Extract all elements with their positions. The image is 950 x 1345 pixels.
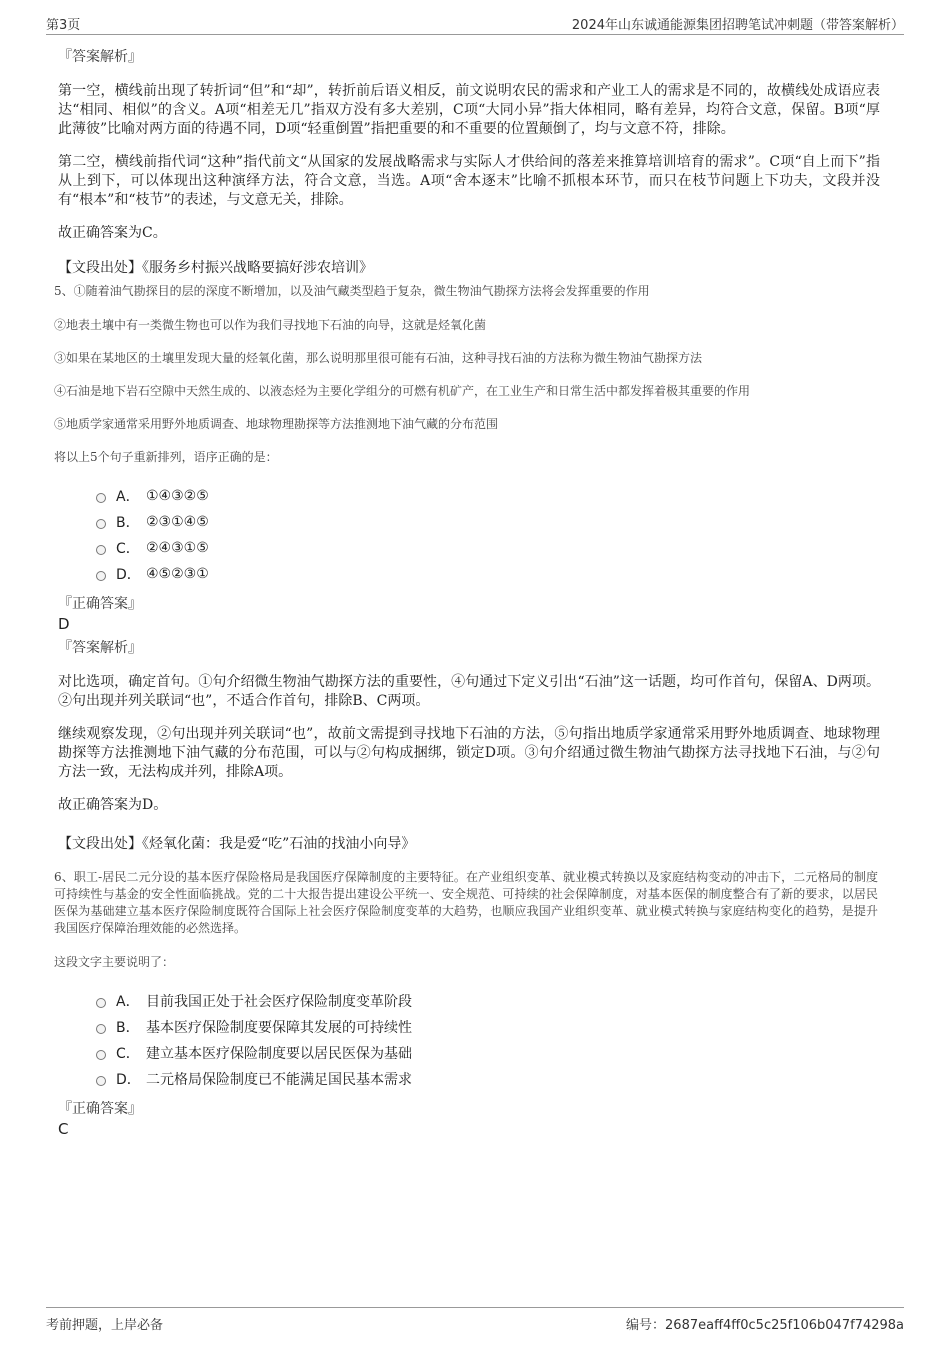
radio-button[interactable] — [96, 1050, 106, 1060]
question-5-options — [96, 483, 950, 587]
question-5-sentence: ④石油是地下岩石空隙中天然生成的、以液态烃为主要化学组分的可燃有机矿产，在工业生产和日常生活中都发挥着极其重要的作用 — [54, 384, 751, 398]
radio-button[interactable] — [96, 545, 106, 555]
option-c[interactable]: C． ②④③①⑤ — [96, 535, 950, 561]
analysis-conclusion: 故正确答案为D。 — [58, 797, 168, 813]
document-title: 2024年山东诚通能源集团招聘笔试冲刺题（带答案解析） — [571, 18, 904, 33]
correct-answer-label: 『正确答案』 — [58, 1101, 142, 1117]
radio-button[interactable] — [96, 1076, 106, 1086]
analysis-label: 『答案解析』 — [58, 49, 142, 65]
page-number: 第3页 — [46, 18, 81, 33]
correct-answer-value: C — [58, 1120, 69, 1138]
question-6-stem: 6、职工-居民二元分设的基本医疗保险格局是我国医疗保障制度的主要特征。在产业组织变革、就业模式转换以及家庭结构变动的冲击下，二元格局的制度可持续性与基金的安全性面临挑战。党的二十大报告提出建设公平统一、安全规范、可持续的社会保障制度，对基本医保的制度整合有了新的要求，以居民医保为基础建立基本医疗保险制度既符合国际上社会医疗保险制度变革的大趋势，也顺应我国产业组织变革、就业模式转换与家庭结构变化的趋势，是提升我国医疗保障治理效能的必然选择。 — [54, 870, 878, 935]
option-d[interactable]: D． 二元格局保险制度已不能满足国民基本需求 — [96, 1066, 950, 1092]
option-b[interactable]: B． ②③①④⑤ — [96, 509, 950, 535]
analysis-paragraph: 继续观察发现，②句出现并列关联词“也”，故前文需提到寻找地下石油的方法，⑤句指出地质学家通常采用野外地质调查、地球物理勘探等方法推测地下油气藏的分布范围，可以与②句构成捆绑，锁定D项。③句介绍通过微生物油气勘探方法寻找地下石油，与②句方法一致，无法构成并列，排除A项。 — [58, 726, 880, 780]
footer-slogan: 考前押题，上岸必备 — [46, 1318, 164, 1333]
analysis-paragraph: 对比选项，确定首句。①句介绍微生物油气勘探方法的重要性，④句通过下定义引出“石油”这一话题，均可作首句，保留A、D两项。②句出现并列关联词“也”，不适合作首句，排除B、C两项。 — [58, 674, 880, 709]
page-content — [0, 40, 950, 1138]
option-c[interactable]: C． 建立基本医疗保险制度要以居民医保为基础 — [96, 1040, 950, 1066]
question-5-sentence: ②地表土壤中有一类微生物也可以作为我们寻找地下石油的向导，这就是烃氧化菌 — [54, 318, 487, 332]
radio-button[interactable] — [96, 519, 106, 529]
page-header — [46, 14, 904, 35]
analysis-paragraph: 第一空，横线前出现了转折词“但”和“却”，转折前后语义相反，前文说明农民的需求和产业工人的需求是不同的，故横线处成语应表达“相同、相似”的含义。A项“相差无几”指双方没有多大差别，C项“大同小异”指大体相同，略有差异，均符合文意，保留。B项“厚此薄彼”比喻对两方面的待遇不同，D项“轻重倒置”指把重要的和不重要的位置颠倒了，均与文意不符，排除。 — [58, 83, 880, 137]
radio-button[interactable] — [96, 571, 106, 581]
correct-answer-value: D — [58, 615, 70, 633]
analysis-label: 『答案解析』 — [58, 640, 142, 656]
analysis-conclusion: 故正确答案为C。 — [58, 225, 167, 241]
option-d[interactable]: D． ④⑤②③① — [96, 561, 950, 587]
question-5-stem: 5、①随着油气勘探目的层的深度不断增加，以及油气藏类型趋于复杂，微生物油气勘探方法将会发挥重要的作用 — [54, 284, 650, 298]
question-5-sentence: ③如果在某地区的土壤里发现大量的烃氧化菌，那么说明那里很可能有石油，这种寻找石油的方法称为微生物油气勘探方法 — [54, 351, 703, 365]
document-serial: 编号：2687eaff4ff0c5c25f106b047f74298a — [626, 1318, 904, 1333]
radio-button[interactable] — [96, 998, 106, 1008]
radio-button[interactable] — [96, 493, 106, 503]
option-a[interactable]: A． ①④③②⑤ — [96, 483, 950, 509]
correct-answer-label: 『正确答案』 — [58, 596, 142, 612]
question-5-prompt: 将以上5个句子重新排列，语序正确的是： — [54, 450, 278, 464]
page-footer — [46, 1307, 904, 1332]
source-citation: 【文段出处】《烃氧化菌：我是爱“吃”石油的找油小向导》 — [58, 836, 416, 852]
radio-button[interactable] — [96, 1024, 106, 1034]
option-b[interactable]: B． 基本医疗保险制度要保障其发展的可持续性 — [96, 1014, 950, 1040]
analysis-paragraph: 第二空，横线前指代词“这种”指代前文“从国家的发展战略需求与实际人才供给间的落差来推算培训培育的需求”。C项“自上而下”指从上到下，可以体现出这种演绎方法，符合文意，当选。A项“舍本逐末”比喻不抓根本环节，而只在枝节问题上下功夫，文段并没有“根本”和“枝节”的表述，与文意无关，排除。 — [58, 154, 880, 208]
question-6-options — [96, 988, 950, 1092]
option-a[interactable]: A． 目前我国正处于社会医疗保险制度变革阶段 — [96, 988, 950, 1014]
question-5-sentence: ⑤地质学家通常采用野外地质调查、地球物理勘探等方法推测地下油气藏的分布范围 — [54, 417, 499, 431]
question-6-prompt: 这段文字主要说明了： — [54, 955, 175, 969]
source-citation: 【文段出处】《服务乡村振兴战略要搞好涉农培训》 — [58, 260, 373, 276]
